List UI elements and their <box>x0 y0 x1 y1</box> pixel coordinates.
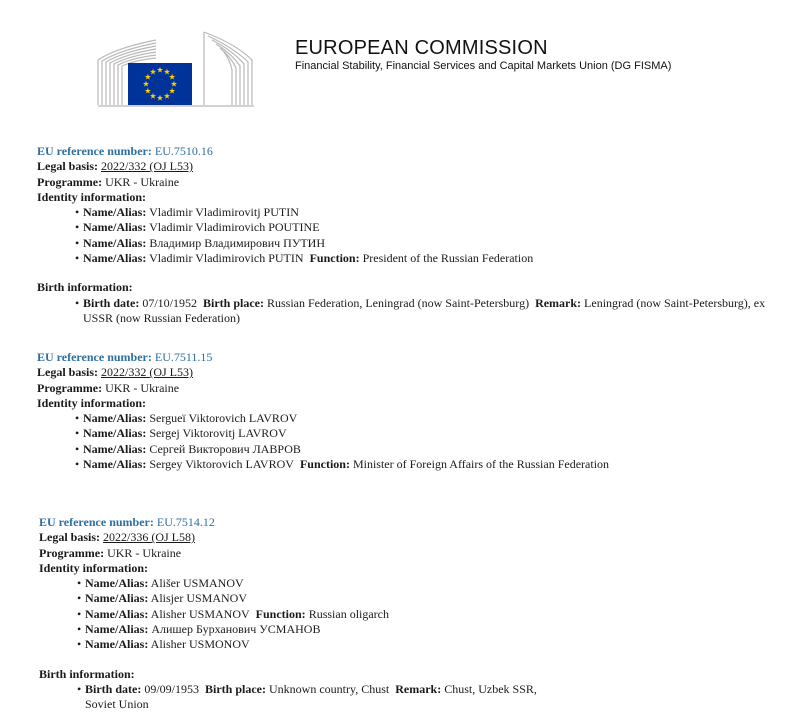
alias-name: Владимир Владимирович ПУТИН <box>149 235 325 250</box>
birth-heading: Birth information: <box>37 280 133 295</box>
programme-line <box>39 546 789 561</box>
sanction-record-lavrov <box>37 350 787 472</box>
ref-label: EU reference number: <box>39 515 154 529</box>
function-value: Minister of Foreign Affairs of the Russian Federation <box>352 457 610 472</box>
identity-heading: Identity information: <box>37 395 146 410</box>
programme-line <box>37 381 787 396</box>
alias-item <box>75 220 787 235</box>
programme-value: UKR - Ukraine <box>105 174 180 189</box>
alias-label: Name/Alias: <box>83 441 147 456</box>
alias-name: Vladimir Vladimirovich PUTIN <box>149 251 304 266</box>
function-label: Function: <box>299 457 350 472</box>
alias-name: Sergueï Viktorovich LAVROV <box>149 411 298 426</box>
alias-name: Ališer USMANOV <box>150 576 244 591</box>
legal-label: Legal basis: <box>37 159 99 174</box>
ref-value: EU.7511.15 <box>154 350 213 364</box>
birth-date-value: 09/09/1953 <box>144 681 199 696</box>
legal-link[interactable]: 2022/336 (OJ L58) <box>103 530 196 545</box>
function-value: Russian oligarch <box>308 606 390 621</box>
legal-link[interactable]: 2022/332 (OJ L53) <box>101 365 194 380</box>
legal-line <box>37 365 787 380</box>
alias-item <box>75 411 787 426</box>
alias-label: Name/Alias: <box>85 606 149 621</box>
birth-date-value: 07/10/1952 <box>142 295 197 310</box>
birth-heading: Birth information: <box>39 666 135 681</box>
alias-list <box>37 411 787 472</box>
birth-item <box>37 296 787 327</box>
alias-label: Name/Alias: <box>83 205 147 220</box>
alias-label: Name/Alias: <box>83 411 147 426</box>
alias-label: Name/Alias: <box>85 637 149 652</box>
identity-heading: Identity information: <box>37 189 146 204</box>
remark-value: Chust, Uzbek SSR, <box>444 681 537 696</box>
ref-value: EU.7514.12 <box>156 515 215 529</box>
alias-label: Name/Alias: <box>83 426 147 441</box>
legal-label: Legal basis: <box>39 530 101 545</box>
alias-item <box>77 576 789 591</box>
birth-place-value: Unknown country, Chust <box>269 681 390 696</box>
birth-place-label: Birth place: <box>203 295 264 310</box>
legal-line <box>39 530 789 545</box>
alias-list <box>39 576 789 652</box>
alias-name: Vladimir Vladimirovitj PUTIN <box>149 205 299 220</box>
alias-item <box>77 622 789 637</box>
bullet: • <box>77 681 82 696</box>
birth-date-label: Birth date: <box>83 295 140 310</box>
remark-value-cont: Soviet Union <box>85 697 149 712</box>
alias-name: Alisher USMONOV <box>150 637 250 652</box>
alias-label: Name/Alias: <box>83 220 147 235</box>
function-value: President of the Russian Federation <box>362 251 534 266</box>
legal-label: Legal basis: <box>37 365 99 380</box>
alias-item <box>77 607 789 622</box>
document-header <box>0 0 793 120</box>
programme-label: Programme: <box>39 545 105 560</box>
alias-item <box>75 457 787 472</box>
birth-place-value: Russian Federation, Leningrad (now Saint-Petersburg) <box>267 295 530 310</box>
birth-date-label: Birth date: <box>85 681 142 696</box>
alias-name: Sergey Viktorovich LAVROV <box>149 457 294 472</box>
alias-name: Vladimir Vladimirovich POUTINE <box>149 220 320 235</box>
legal-link[interactable]: 2022/332 (OJ L53) <box>101 159 194 174</box>
sanction-record-putin <box>37 144 787 326</box>
ref-line <box>37 350 787 365</box>
alias-name: Сергей Викторович ЛАВРОВ <box>149 441 301 456</box>
alias-item <box>77 591 789 606</box>
org-subtitle: Financial Stability, Financial Services and Capital Markets Union (DG FISMA) <box>295 60 672 72</box>
identity-heading: Identity information: <box>39 560 148 575</box>
remark-label: Remark: <box>535 295 582 310</box>
programme-label: Programme: <box>37 174 103 189</box>
programme-label: Programme: <box>37 380 103 395</box>
alias-item <box>75 442 787 457</box>
alias-list <box>37 205 787 266</box>
org-title: EUROPEAN COMMISSION <box>295 37 548 59</box>
alias-label: Name/Alias: <box>83 457 147 472</box>
alias-item <box>77 637 789 652</box>
alias-label: Name/Alias: <box>83 235 147 250</box>
alias-name: Алишер Бурханович УСМАНОВ <box>151 622 321 637</box>
ref-label: EU reference number: <box>37 144 152 158</box>
alias-name: Sergej Viktorovitj LAVROV <box>149 426 287 441</box>
alias-name: Alisher USMANOV <box>150 606 250 621</box>
alias-label: Name/Alias: <box>83 251 147 266</box>
alias-label: Name/Alias: <box>85 591 149 606</box>
sanction-record-usmanov <box>39 515 789 713</box>
legal-line <box>37 159 787 174</box>
bullet: • <box>75 295 80 310</box>
alias-item <box>75 205 787 220</box>
alias-item <box>75 251 787 266</box>
remark-value-cont: USSR (now Russian Federation) <box>83 310 240 325</box>
alias-item <box>75 236 787 251</box>
ref-line <box>37 144 787 159</box>
remark-label: Remark: <box>395 681 442 696</box>
ref-line <box>39 515 789 530</box>
alias-item <box>75 426 787 441</box>
programme-value: UKR - Ukraine <box>107 545 182 560</box>
ref-label: EU reference number: <box>37 350 152 364</box>
ref-value: EU.7510.16 <box>154 144 213 158</box>
european-commission-logo <box>96 30 256 110</box>
programme-value: UKR - Ukraine <box>105 380 180 395</box>
birth-item <box>39 682 789 713</box>
alias-name: Alisjer USMANOV <box>150 591 248 606</box>
function-label: Function: <box>309 251 360 266</box>
programme-line <box>37 175 787 190</box>
function-label: Function: <box>255 606 306 621</box>
alias-label: Name/Alias: <box>85 622 149 637</box>
alias-label: Name/Alias: <box>85 576 149 591</box>
birth-place-label: Birth place: <box>205 681 266 696</box>
remark-value: Leningrad (now Saint-Petersburg), ex <box>584 295 766 310</box>
